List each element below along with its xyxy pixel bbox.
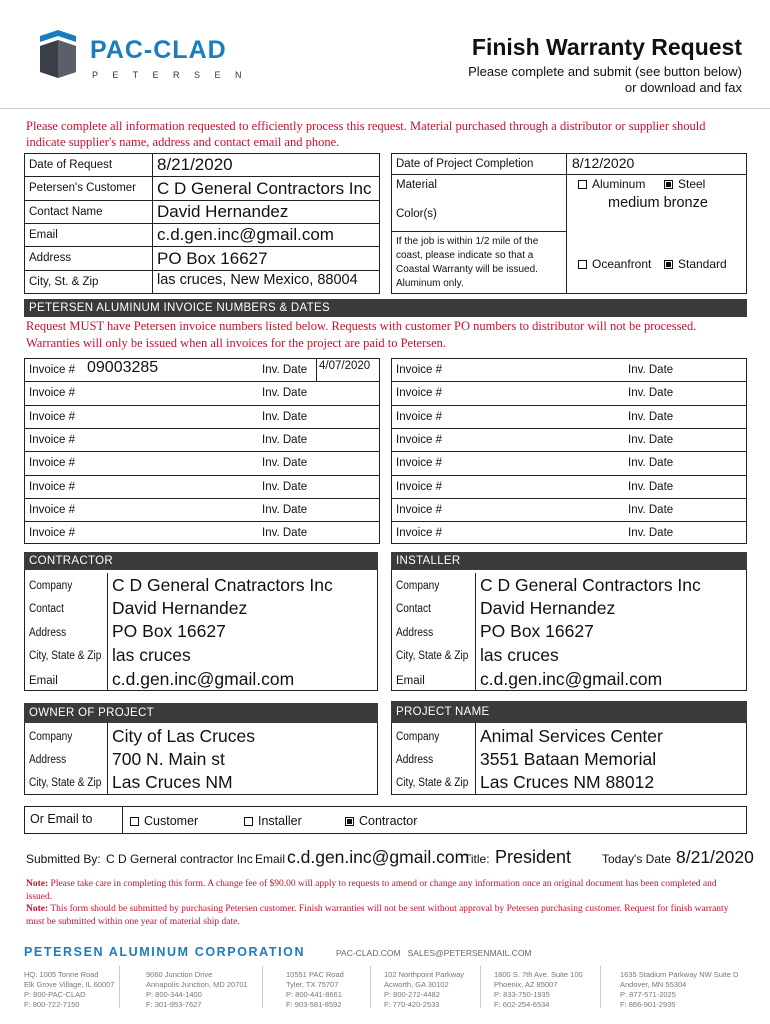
invoice-number-field[interactable] [454,499,622,519]
owner-company-label: Company [29,731,73,743]
checkbox-icon [578,180,587,189]
invoice-number-field[interactable]: 09003285 [87,359,159,376]
installer-company-field[interactable]: C D General Contractors Inc [480,575,701,595]
checkbox-icon [578,260,587,269]
owner-city-label: City, State & Zip [29,777,102,789]
owner-city-field[interactable]: Las Cruces NM [112,772,233,792]
completion-label: Date of Project Completion [396,158,534,170]
contractor-heading: CONTRACTOR [24,552,378,570]
submitted-by-label: Submitted By: [26,852,101,866]
note-2-text: This form should be submitted by purchasing Petersen customer. Finish warranties will not be sent without approval by Petersen purchasing customer. Request for finish warranty must be submitted within one year of material ship date. [26,904,729,927]
completion-field[interactable]: 8/12/2020 [572,155,635,171]
invoice-number-field[interactable] [87,476,256,496]
note-2-label: Note: [26,904,49,914]
invoice-date-field[interactable] [685,360,745,378]
email-to-installer-label: Installer [258,814,302,828]
invoice-date-field[interactable] [685,523,745,541]
invoice-number-field[interactable] [454,476,622,496]
invoice-number-field[interactable] [87,499,256,519]
invoice-number-field[interactable] [454,382,622,402]
coastal-note: If the job is within 1/2 mile of the coast, please indicate so that a Coastal Warranty will be issued. Aluminum only. [396,236,539,289]
invoice-date-label: Inv. Date [628,387,674,399]
invoice-date-field[interactable] [685,407,745,425]
invoice-date-label: Inv. Date [262,387,308,399]
footer-company: PETERSEN ALUMINUM CORPORATION [24,945,306,959]
invoice-number-label: Invoice # [396,364,443,376]
submitted-by-field[interactable]: C D Gerneral contractor Inc [106,852,253,866]
contractor-contact-field[interactable]: David Hernandez [112,598,248,618]
intro-text: Please complete all information requested to efficiently process this request. Material purchased through a distributor or supplier should indicate supplier's name, address and contact email and phone. [26,119,706,149]
footer-office-5: 1800 S. 7th Ave. Suite 100 Phoenix, AZ 85007 P: 833-750-1935 F: 602-254-6534 [494,970,583,1009]
footer-office-6: 1635 Stadium Parkway NW Suite D Andover, MN 55304 P: 877-571-2025 F: 866-901-2935 [620,970,739,1009]
material-label: Material [396,179,437,191]
invoice-date-field[interactable] [319,407,378,425]
invoice-number-field[interactable] [87,382,256,402]
invoice-number-label: Invoice # [29,481,76,493]
invoice-number-label: Invoice # [29,457,76,469]
colors-label: Color(s) [396,208,437,220]
installer-contact-label: Contact [396,603,431,615]
invoice-date-field[interactable] [319,477,378,495]
contractor-address-field[interactable]: PO Box 16627 [112,621,226,641]
invoice-date-field[interactable] [319,453,378,471]
submitted-title-field[interactable]: President [495,847,572,867]
invoice-date-field[interactable] [319,383,378,401]
page-title: Finish Warranty Request [471,34,742,60]
owner-heading: OWNER OF PROJECT [24,703,378,723]
installer-city-label: City, State & Zip [396,650,469,662]
checkbox-icon [130,817,139,826]
invoice-date-label: Inv. Date [262,411,308,423]
checked-checkbox-icon [345,817,354,826]
invoice-date-field[interactable] [319,500,378,518]
contractor-address-label: Address [29,627,67,639]
customer-field[interactable]: C D General Contractors Inc [157,179,372,198]
contractor-email-field[interactable]: c.d.gen.inc@gmail.com [112,669,295,689]
invoice-date-label: Inv. Date [262,364,308,376]
invoice-number-label: Invoice # [29,364,76,376]
contact-name-field[interactable]: David Hernandez [157,202,289,221]
address-field[interactable]: PO Box 16627 [157,249,268,268]
email-to-customer[interactable] [130,814,198,828]
email-to-contractor[interactable] [345,814,417,828]
material-option-aluminum[interactable] [578,177,645,191]
invoice-date-field[interactable] [685,500,745,518]
material-option-steel[interactable] [664,177,705,191]
invoice-date-label: Inv. Date [628,434,674,446]
contact-name-label: Contact Name [29,206,103,218]
project-city-label: City, State & Zip [396,777,469,789]
invoice-number-field[interactable] [454,429,622,449]
page-subtitle-1: Please complete and submit (see button below) [468,64,742,79]
installer-city-field[interactable]: las cruces [480,645,559,665]
email-to-label: Or Email to [30,812,93,826]
todays-date-field[interactable]: 8/21/2020 [676,847,754,867]
material-option-aluminum-label: Aluminum [592,177,646,191]
page-subtitle-2: or download and fax [624,80,742,95]
email-to-installer[interactable] [244,814,302,828]
date-of-request-label: Date of Request [29,159,113,171]
city-field[interactable]: las cruces, New Mexico, 88004 [157,272,358,288]
invoice-number-label: Invoice # [29,504,76,516]
invoice-number-field[interactable] [454,522,622,542]
contractor-company-label: Company [29,580,73,592]
invoice-number-label: Invoice # [29,434,76,446]
invoice-date-label: Inv. Date [628,411,674,423]
invoice-date-field[interactable] [685,383,745,401]
installer-email-label: Email [396,675,425,687]
footer-office-2: 9060 Junction Drive Annapolis Junction, MD 20701 P: 800-344-1400 F: 301-953-7627 [146,970,248,1009]
project-address-label: Address [396,754,434,766]
submitted-title-label: Title: [464,852,490,866]
invoice-number-label: Invoice # [396,504,443,516]
invoice-date-label: Inv. Date [262,527,308,539]
project-company-field[interactable]: Animal Services Center [480,726,663,746]
invoice-date-field[interactable] [685,430,745,448]
contractor-city-label: City, State & Zip [29,650,102,662]
invoice-date-label: Inv. Date [262,434,308,446]
invoice-number-label: Invoice # [396,527,443,539]
coast-option-oceanfront-label: Oceanfront [592,257,652,271]
installer-address-label: Address [396,627,434,639]
owner-company-field[interactable]: City of Las Cruces [112,726,255,746]
invoice-number-field[interactable] [454,359,622,379]
owner-address-field[interactable]: 700 N. Main st [112,749,225,769]
email-label: Email [29,229,58,241]
invoice-number-label: Invoice # [396,411,443,423]
submitted-row [26,846,752,870]
date-of-request-field[interactable]: 8/21/2020 [157,155,233,174]
contractor-contact-label: Contact [29,603,64,615]
invoice-number-label: Invoice # [396,481,443,493]
coast-option-standard-label: Standard [678,257,727,271]
contractor-email-label: Email [29,675,58,687]
footer-office-1: HQ: 1005 Tonne Road Elk Grove Village, IL 60007 P: 800-PAC-CLAD F: 800-722-7150 [24,970,115,1009]
email-to-contractor-label: Contractor [359,814,418,828]
footer-office-4: 102 Northpoint Parkway Acworth, GA 30102 P: 800-272-4482 F: 770-420-2533 [384,970,465,1009]
invoice-date-label: Inv. Date [628,527,674,539]
note-1-text: Please take care in completing this form. A change fee of $90.00 will apply to requests to amend or change any information once an original document has been completed and issued. [26,879,717,902]
invoice-number-label: Invoice # [29,411,76,423]
checked-checkbox-icon [664,260,673,269]
city-label: City, St. & Zip [29,276,99,288]
invoice-date-label: Inv. Date [262,504,308,516]
project-heading: PROJECT NAME [391,701,747,723]
contractor-city-field[interactable]: las cruces [112,645,191,665]
invoice-section-heading: PETERSEN ALUMINUM INVOICE NUMBERS & DATES [24,299,747,317]
header-divider [0,108,770,109]
checked-checkbox-icon [664,180,673,189]
invoice-date-label: Inv. Date [628,481,674,493]
invoice-date-field[interactable]: 4/07/2020 [319,360,371,372]
invoice-number-label: Invoice # [29,387,76,399]
invoice-date-label: Inv. Date [262,457,308,469]
coast-option-standard[interactable] [664,257,727,271]
email-field[interactable]: c.d.gen.inc@gmail.com [157,225,334,244]
color-field[interactable]: medium bronze [608,195,708,211]
address-label: Address [29,252,72,264]
installer-heading: INSTALLER [391,552,747,570]
invoice-date-label: Inv. Date [628,457,674,469]
email-to-customer-label: Customer [144,814,199,828]
invoice-date-label: Inv. Date [628,504,674,516]
invoice-number-label: Invoice # [396,457,443,469]
checkbox-icon [244,817,253,826]
invoice-number-field[interactable] [87,429,256,449]
brand-name: PAC-CLAD [90,36,227,64]
installer-contact-field[interactable]: David Hernandez [480,598,616,618]
note-1-label: Note: [26,879,49,889]
invoice-number-label: Invoice # [396,434,443,446]
todays-date-label: Today's Date [602,852,671,866]
invoice-note: Request MUST have Petersen invoice numbers listed below. Requests with customer PO numbers to distributor will not be processed. Warranties will only be issued when all invoices for the project are paid to Petersen. [26,319,697,350]
contractor-company-field[interactable]: C D General Cnatractors Inc [112,575,333,595]
invoice-date-field[interactable] [685,453,745,471]
customer-label: Petersen's Customer [29,182,137,194]
project-city-field[interactable]: Las Cruces NM 88012 [480,772,655,792]
invoice-number-field[interactable] [87,522,256,542]
footer-office-3: 10551 PAC Road Tyler, TX 75707 P: 800-441-8661 F: 903-581-8592 [286,970,344,1009]
invoice-date-field[interactable] [685,477,745,495]
invoice-date-field[interactable] [319,430,378,448]
invoice-number-field[interactable] [454,406,622,426]
submitted-email-field[interactable]: c.d.gen.inc@gmail.com [287,847,470,867]
pac-clad-logo-icon [36,28,78,80]
project-company-label: Company [396,731,440,743]
coast-option-oceanfront[interactable] [578,257,651,271]
installer-email-field[interactable]: c.d.gen.inc@gmail.com [480,669,663,689]
footer-links[interactable]: PAC-CLAD.COM SALES@PETERSENMAIL.COM [336,948,532,958]
note-2 [26,903,741,928]
note-1 [26,878,741,903]
invoice-number-field[interactable] [454,452,622,472]
material-option-steel-label: Steel [678,177,706,191]
invoice-number-label: Invoice # [29,527,76,539]
installer-address-field[interactable]: PO Box 16627 [480,621,594,641]
submitted-email-label: Email [255,852,286,866]
installer-company-label: Company [396,580,440,592]
brand-subname: P E T E R S E N [92,70,248,80]
invoice-number-label: Invoice # [396,387,443,399]
invoice-date-field[interactable] [319,523,378,541]
invoice-date-label: Inv. Date [262,481,308,493]
owner-address-label: Address [29,754,67,766]
invoice-date-label: Inv. Date [628,364,674,376]
pac-clad-logo [36,28,256,88]
project-address-field[interactable]: 3551 Bataan Memorial [480,749,657,769]
invoice-number-field[interactable] [87,452,256,472]
invoice-number-field[interactable] [87,406,256,426]
